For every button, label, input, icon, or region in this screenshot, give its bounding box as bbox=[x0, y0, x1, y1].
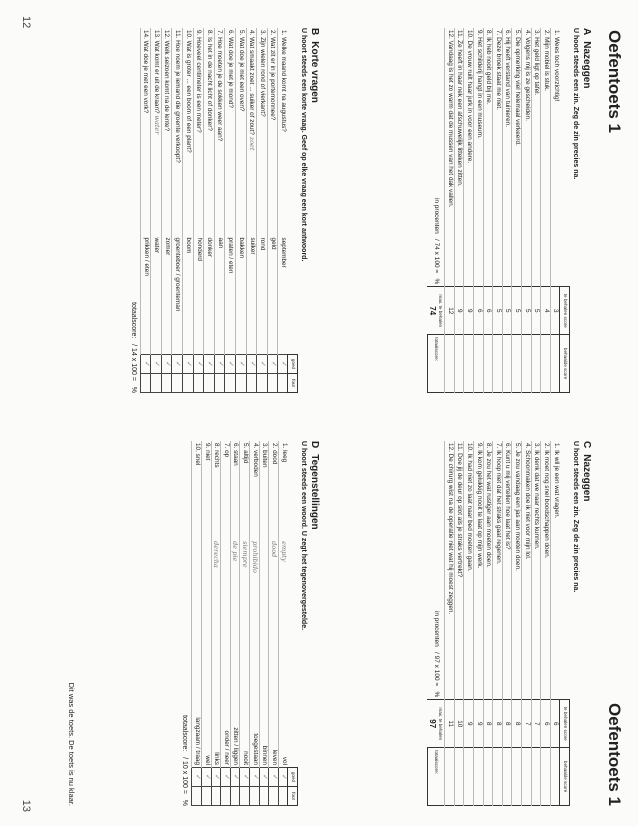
max-score: 6 bbox=[483, 287, 493, 335]
section-b-instruction: U hoort steeds een korte vraag. Geef op elke vraag een kort antwoord. bbox=[300, 28, 307, 262]
sentence-text: 3. Het geld ligt op tafel. bbox=[531, 28, 541, 287]
table-row bbox=[493, 441, 503, 806]
behaald-score bbox=[522, 335, 532, 393]
word-text: 1. leeg bbox=[278, 441, 288, 539]
question-cell bbox=[182, 28, 193, 236]
max-score: 9 bbox=[464, 700, 474, 748]
fout-cell bbox=[259, 787, 269, 806]
fout-cell bbox=[269, 787, 279, 806]
goed-check: ✓ bbox=[211, 768, 221, 787]
fout-cell bbox=[204, 374, 215, 393]
question-text: 10. Wat is groter ... een boom of een plant? bbox=[184, 30, 192, 153]
table-row bbox=[541, 28, 551, 393]
behaald-score bbox=[464, 335, 474, 393]
table-row bbox=[522, 28, 532, 393]
section-a-heading: Nazeggen bbox=[581, 41, 592, 89]
word-text: 7. op bbox=[221, 441, 231, 539]
fout-cell bbox=[182, 374, 193, 393]
goed-check: ✓ bbox=[192, 768, 202, 787]
goed-check: ✓ bbox=[193, 355, 204, 374]
expected-answer: donker bbox=[204, 236, 215, 355]
question-cell bbox=[193, 28, 204, 236]
goed-check: ✓ bbox=[140, 355, 151, 374]
question-text: 3. Zijn wielen rond of vierkant? bbox=[258, 30, 266, 117]
total-label-b: totaalscore: bbox=[129, 302, 137, 339]
expected-answer: nooit bbox=[240, 632, 250, 767]
fout-cell bbox=[172, 374, 183, 393]
percent-sign-c: % bbox=[432, 691, 440, 698]
end-note: Dit was de toets. De toets is nu klaar. bbox=[67, 682, 76, 806]
table-row bbox=[278, 441, 288, 806]
max-score: 7 bbox=[531, 700, 541, 748]
fout-cell bbox=[257, 374, 268, 393]
table-row bbox=[483, 28, 493, 393]
table-row bbox=[502, 28, 512, 393]
section-b-letter: B bbox=[309, 28, 320, 36]
sentence-text: 4. Volgens mij is ze gescheiden. bbox=[522, 28, 532, 287]
expected-answer: bakken bbox=[235, 236, 246, 355]
fout-cell bbox=[278, 374, 288, 393]
sentence-text: 10. De vrouw ruilt haar jurk in voor een andere. bbox=[464, 28, 474, 287]
handwritten-note: prohibido bbox=[250, 539, 260, 632]
behaald-score bbox=[474, 748, 484, 806]
section-c-table bbox=[427, 441, 570, 806]
word-text: 9. niet bbox=[202, 441, 212, 539]
question-cell bbox=[225, 28, 236, 236]
fout-cell bbox=[211, 787, 221, 806]
behaald-score bbox=[541, 335, 551, 393]
max-score: 8 bbox=[483, 700, 493, 748]
behaald-score bbox=[550, 748, 560, 806]
max-score: 7 bbox=[522, 700, 532, 748]
sentence-text: 1. Ik wil je een wat vragen. bbox=[550, 441, 560, 700]
expected-answer: prikken / eten bbox=[140, 236, 151, 355]
sentence-text: 12. Vandaag is het zo warm dat de mussen van het dak vallen. bbox=[445, 28, 455, 287]
question-cell bbox=[278, 28, 288, 236]
max-score: 11 bbox=[445, 700, 455, 748]
section-d-table bbox=[191, 441, 298, 806]
max-score: 8 bbox=[502, 700, 512, 748]
goed-check: ✓ bbox=[151, 355, 162, 374]
max-score: 6 bbox=[550, 700, 560, 748]
total-formula-b: / 14 x 100 = bbox=[129, 344, 137, 381]
expected-answer: links bbox=[211, 632, 221, 767]
fout-cell bbox=[240, 787, 250, 806]
table-row bbox=[464, 28, 474, 393]
question-text: 6. Wat doe je met je mond? bbox=[226, 30, 234, 108]
sentence-text: 10. Ik had niet zo laat naar bed moeten gaan. bbox=[464, 441, 474, 700]
goed-check: ✓ bbox=[182, 355, 193, 374]
goed-check: ✓ bbox=[269, 768, 279, 787]
col-goed-header-d: goed bbox=[288, 768, 298, 787]
table-row bbox=[474, 28, 484, 393]
table-row bbox=[182, 28, 193, 393]
col-max-header-c: te behalen score bbox=[560, 700, 570, 748]
expected-answer: zitten / liggen bbox=[230, 632, 240, 767]
goed-check: ✓ bbox=[225, 355, 236, 374]
table-row bbox=[202, 441, 212, 806]
expected-answer: praten / eten bbox=[225, 236, 236, 355]
expected-answer: wel bbox=[202, 632, 212, 767]
expected-answer: rond bbox=[257, 236, 268, 355]
handwritten-note: derecha bbox=[211, 539, 221, 632]
table-row bbox=[225, 28, 236, 393]
behaald-score bbox=[445, 748, 455, 806]
goed-check: ✓ bbox=[278, 355, 288, 374]
table-row bbox=[474, 441, 484, 806]
table-row bbox=[246, 28, 257, 393]
behaald-score bbox=[531, 748, 541, 806]
table-row bbox=[161, 28, 172, 393]
table-row bbox=[269, 441, 279, 806]
expected-answer: geld bbox=[267, 236, 278, 355]
behaald-score bbox=[512, 748, 522, 806]
handwritten-note: water bbox=[152, 115, 161, 135]
table-row bbox=[464, 441, 474, 806]
table-row bbox=[214, 28, 225, 393]
goed-check: ✓ bbox=[259, 768, 269, 787]
fout-cell bbox=[221, 787, 231, 806]
col-behaald-header-c: behaalde score bbox=[560, 748, 570, 806]
question-cell bbox=[246, 28, 257, 236]
percent-label: in procenten bbox=[432, 197, 440, 234]
max-score: 5 bbox=[502, 287, 512, 335]
handwritten-note: siempre bbox=[240, 539, 250, 632]
sentence-text: 2. Mijn mobiel is stuk. bbox=[541, 28, 551, 287]
question-text: 4. Wat smaakt zoet ... suiker of zout? bbox=[248, 30, 256, 135]
goed-check: ✓ bbox=[278, 768, 288, 787]
handwritten-note bbox=[221, 539, 231, 632]
percent-sign: % bbox=[432, 278, 440, 285]
table-row bbox=[550, 28, 560, 393]
fout-cell bbox=[246, 374, 257, 393]
fout-cell bbox=[140, 374, 151, 393]
table-row bbox=[240, 441, 250, 806]
sentence-text: 5. Die opmerking viel helemaal verkeerd. bbox=[512, 28, 522, 287]
section-b bbox=[130, 28, 320, 393]
fout-cell bbox=[214, 374, 225, 393]
question-cell bbox=[204, 28, 215, 236]
fout-cell bbox=[192, 787, 202, 806]
behaald-score bbox=[502, 748, 512, 806]
section-d-heading: Tegenstellingen bbox=[309, 454, 320, 530]
max-score: 9 bbox=[474, 700, 484, 748]
table-row bbox=[502, 441, 512, 806]
fout-cell bbox=[250, 787, 260, 806]
expected-answer: vol bbox=[278, 632, 288, 767]
handwritten-note: zoet bbox=[248, 136, 257, 151]
table-row bbox=[445, 28, 455, 393]
expected-answer: honderd bbox=[193, 236, 204, 355]
goed-check: ✓ bbox=[230, 768, 240, 787]
table-row bbox=[550, 441, 560, 806]
goed-check: ✓ bbox=[235, 355, 246, 374]
max-score: 5 bbox=[512, 287, 522, 335]
behaald-score bbox=[464, 748, 474, 806]
handwritten-note: empty bbox=[278, 539, 288, 632]
table-row bbox=[454, 441, 464, 806]
sentence-text: 1. Wees toch voorzichtig! bbox=[550, 28, 560, 287]
word-text: 8. rechts bbox=[211, 441, 221, 539]
table-row bbox=[531, 441, 541, 806]
behaald-score bbox=[454, 748, 464, 806]
fout-cell bbox=[267, 374, 278, 393]
question-text: 7. Hoe moeten je de sokken weer aan? bbox=[216, 30, 224, 142]
table-row bbox=[204, 28, 215, 393]
question-cell bbox=[172, 28, 183, 236]
table-row bbox=[151, 28, 162, 393]
section-d bbox=[181, 441, 320, 806]
max-score: 10 bbox=[454, 700, 464, 748]
table-row bbox=[140, 28, 151, 393]
word-text: 10. snel bbox=[192, 441, 202, 539]
word-text: 3. buiten bbox=[259, 441, 269, 539]
max-score: 9 bbox=[454, 287, 464, 335]
total-label-d: totaalscore: bbox=[181, 715, 189, 752]
goed-check: ✓ bbox=[246, 355, 257, 374]
max-score: 6 bbox=[541, 700, 551, 748]
question-cell bbox=[140, 28, 151, 236]
expected-answer: langzaam / traag bbox=[192, 632, 202, 767]
handwritten-note bbox=[192, 539, 202, 632]
max-score: 12 bbox=[445, 287, 455, 335]
question-text: 12. Welk seizoen komt na de lente? bbox=[163, 30, 171, 132]
table-row bbox=[250, 441, 260, 806]
sentence-text: 2. Ik moet nog snel boodschappen doen. bbox=[541, 441, 551, 700]
col-fout-header-d: fout bbox=[288, 787, 298, 806]
word-text: 6. staan bbox=[230, 441, 240, 539]
fout-cell bbox=[230, 787, 240, 806]
behaald-score bbox=[474, 335, 484, 393]
section-d-instruction: U hoort steeds een woord. U zegt het tegenovergestelde. bbox=[300, 441, 307, 631]
behaald-score bbox=[550, 335, 560, 393]
sentence-text: 5. Je zou vandaag een jas aan moeten doen. bbox=[512, 441, 522, 700]
fout-cell bbox=[225, 374, 236, 393]
expected-answer: aan bbox=[214, 236, 225, 355]
section-c-letter: C bbox=[581, 441, 592, 449]
right-page-number: 13 bbox=[20, 799, 32, 812]
handwritten-note: de pie bbox=[230, 539, 240, 632]
max-score: 4 bbox=[541, 287, 551, 335]
col-fout-header: fout bbox=[288, 374, 298, 393]
section-d-letter: D bbox=[309, 441, 320, 449]
table-row bbox=[522, 441, 532, 806]
max-score: 5 bbox=[522, 287, 532, 335]
table-row bbox=[483, 441, 493, 806]
left-page-title: Oefentoets 1 bbox=[605, 30, 624, 133]
behaald-score bbox=[493, 748, 503, 806]
question-cell bbox=[267, 28, 278, 236]
col-max-header: te behalen score bbox=[560, 287, 570, 335]
sentence-text: 3. Ik denk dat we naar rechts kunnen. bbox=[531, 441, 541, 700]
max-total-value: 74 bbox=[427, 306, 437, 316]
table-row bbox=[257, 28, 268, 393]
goed-check: ✓ bbox=[240, 768, 250, 787]
percent-formula-c: / 97 x 100 = bbox=[432, 652, 440, 687]
sentence-text: 8. Je zou het wat rustiger aan moeten doen. bbox=[483, 441, 493, 700]
goed-check: ✓ bbox=[202, 768, 212, 787]
section-c bbox=[427, 441, 592, 806]
max-score: 9 bbox=[464, 287, 474, 335]
max-total-value-c: 97 bbox=[427, 719, 437, 729]
table-row bbox=[541, 441, 551, 806]
table-row bbox=[230, 441, 240, 806]
question-text: 11. Hoe noem je iemand die groente verkoopt? bbox=[173, 30, 181, 163]
behaald-score bbox=[483, 748, 493, 806]
behaald-score bbox=[512, 335, 522, 393]
handwritten-note bbox=[259, 539, 269, 632]
section-b-heading: Korte vragen bbox=[309, 41, 320, 103]
fout-cell bbox=[202, 787, 212, 806]
goed-check: ✓ bbox=[267, 355, 278, 374]
sentence-text: 6. Hij heeft verstand van tuinieren. bbox=[502, 28, 512, 287]
table-row bbox=[512, 28, 522, 393]
sentence-text: 6. Kunt u mij vertellen hoe laat het is? bbox=[502, 441, 512, 700]
behaald-score bbox=[522, 748, 532, 806]
sentence-text: 4. Schoonmaken doe ik niet voor mijn lol. bbox=[522, 441, 532, 700]
expected-answer: leven bbox=[269, 632, 279, 767]
behaald-score bbox=[493, 335, 503, 393]
handwritten-note bbox=[202, 539, 212, 632]
expected-answer: toegestaan bbox=[250, 632, 260, 767]
section-a-instruction: U hoort steeds een zin. Zeg de zin precies na. bbox=[572, 28, 579, 180]
left-page-number: 12 bbox=[20, 16, 32, 29]
percent-sign-d: % bbox=[181, 799, 189, 806]
section-c-instruction: U hoort steeds een zin. Zeg de zin precies na. bbox=[572, 441, 579, 593]
sentence-text: 9. Het schilderij hangt in een museum. bbox=[474, 28, 484, 287]
percent-formula: / 74 x 100 = bbox=[432, 239, 440, 274]
goed-check: ✓ bbox=[250, 768, 260, 787]
handwritten-note: dood bbox=[269, 539, 279, 632]
behaald-score bbox=[454, 335, 464, 393]
fout-cell bbox=[278, 787, 288, 806]
max-score: 8 bbox=[512, 700, 522, 748]
goed-check: ✓ bbox=[257, 355, 268, 374]
expected-answer: boom bbox=[182, 236, 193, 355]
sentence-text: 12. De chirurg wist na de operatie niet wat hij moest zeggen. bbox=[445, 441, 455, 700]
question-text: 5. Wat doe je met een oven? bbox=[237, 30, 245, 112]
percent-label-c: in procenten bbox=[432, 610, 440, 647]
sentence-text: 9. Ik kom gelukkig nooit te laat op mijn werk. bbox=[474, 441, 484, 700]
total-formula-d: / 10 x 100 = bbox=[181, 757, 189, 794]
fout-cell bbox=[193, 374, 204, 393]
section-b-table bbox=[140, 28, 298, 393]
max-total-label: max. te behalen bbox=[438, 294, 444, 328]
table-row bbox=[192, 441, 202, 806]
totaal-label: totaalscore: bbox=[434, 337, 440, 361]
question-text: 1. Welke maand komt na augustus? bbox=[279, 30, 287, 132]
behaald-score bbox=[445, 335, 455, 393]
sentence-text: 7. Deze broek staat me niet. bbox=[493, 28, 503, 287]
behaald-score bbox=[531, 335, 541, 393]
expected-answer: water bbox=[151, 236, 162, 355]
table-row bbox=[278, 28, 288, 393]
fout-cell bbox=[151, 374, 162, 393]
max-total-label-c: max. te behalen bbox=[438, 707, 444, 741]
table-row bbox=[493, 28, 503, 393]
fout-cell bbox=[161, 374, 172, 393]
table-row bbox=[235, 28, 246, 393]
sentence-text: 11. Doe jij de deur op slot als je straks vertrekt? bbox=[454, 441, 464, 700]
col-behaald-header: behaalde score bbox=[560, 335, 570, 393]
word-text: 5. altijd bbox=[240, 441, 250, 539]
table-row bbox=[193, 28, 204, 393]
right-page bbox=[0, 413, 638, 826]
max-score: 3 bbox=[550, 287, 560, 335]
max-score: 5 bbox=[493, 287, 503, 335]
goed-check: ✓ bbox=[204, 355, 215, 374]
sentence-text: 11. Ze heeft in haar nek een afschuwelijk litteken zitten. bbox=[454, 28, 464, 287]
question-text: 8. Is het in de nacht licht of donker? bbox=[205, 30, 213, 131]
question-cell bbox=[214, 28, 225, 236]
question-text: 2. Wat zit er in je portemonnee? bbox=[269, 30, 277, 121]
table-row bbox=[531, 28, 541, 393]
behaald-score bbox=[483, 335, 493, 393]
question-cell bbox=[151, 28, 162, 236]
behaald-score bbox=[541, 748, 551, 806]
question-cell bbox=[235, 28, 246, 236]
goed-check: ✓ bbox=[221, 768, 231, 787]
max-score: 8 bbox=[493, 700, 503, 748]
expected-answer: suiker bbox=[246, 236, 257, 355]
expected-answer: binnen bbox=[259, 632, 269, 767]
expected-answer: zomer bbox=[161, 236, 172, 355]
section-a-table bbox=[427, 28, 570, 393]
max-score: 6 bbox=[474, 287, 484, 335]
section-a-letter: A bbox=[581, 28, 592, 36]
question-cell bbox=[161, 28, 172, 236]
percent-sign-b: % bbox=[129, 386, 137, 393]
behaald-score bbox=[502, 335, 512, 393]
section-c-heading: Nazeggen bbox=[581, 454, 592, 502]
goed-check: ✓ bbox=[214, 355, 225, 374]
table-row bbox=[454, 28, 464, 393]
sentence-text: 7. Ik hoop niet dat het straks gaat regenen. bbox=[493, 441, 503, 700]
expected-answer: groenteboer / groenteman bbox=[172, 236, 183, 355]
col-goed-header: goed bbox=[288, 355, 298, 374]
right-page-title: Oefentoets 1 bbox=[605, 703, 624, 806]
table-row bbox=[512, 441, 522, 806]
table-row bbox=[172, 28, 183, 393]
table-row bbox=[211, 441, 221, 806]
expected-answer: september bbox=[278, 236, 288, 355]
question-text: 14. Wat doe je met een vork? bbox=[142, 30, 150, 114]
goed-check: ✓ bbox=[172, 355, 183, 374]
goed-check: ✓ bbox=[161, 355, 172, 374]
table-row bbox=[267, 28, 278, 393]
max-score: 5 bbox=[531, 287, 541, 335]
question-cell bbox=[257, 28, 268, 236]
table-row bbox=[259, 441, 269, 806]
fout-cell bbox=[235, 374, 246, 393]
table-row bbox=[221, 441, 231, 806]
table-row bbox=[445, 441, 455, 806]
question-text: 13. Wat komt er uit de kraan? bbox=[152, 30, 160, 114]
question-text: 9. Hoeveel centimeter is een meter? bbox=[195, 30, 203, 133]
totaal-label-c: totaalscore: bbox=[434, 750, 440, 774]
expected-answer: onder / neer bbox=[221, 632, 231, 767]
section-a bbox=[427, 28, 592, 393]
word-text: 4. verboden bbox=[250, 441, 260, 539]
sentence-text: 8. Ik heb nooit geld bij me. bbox=[483, 28, 493, 287]
word-text: 2. dood bbox=[269, 441, 279, 539]
